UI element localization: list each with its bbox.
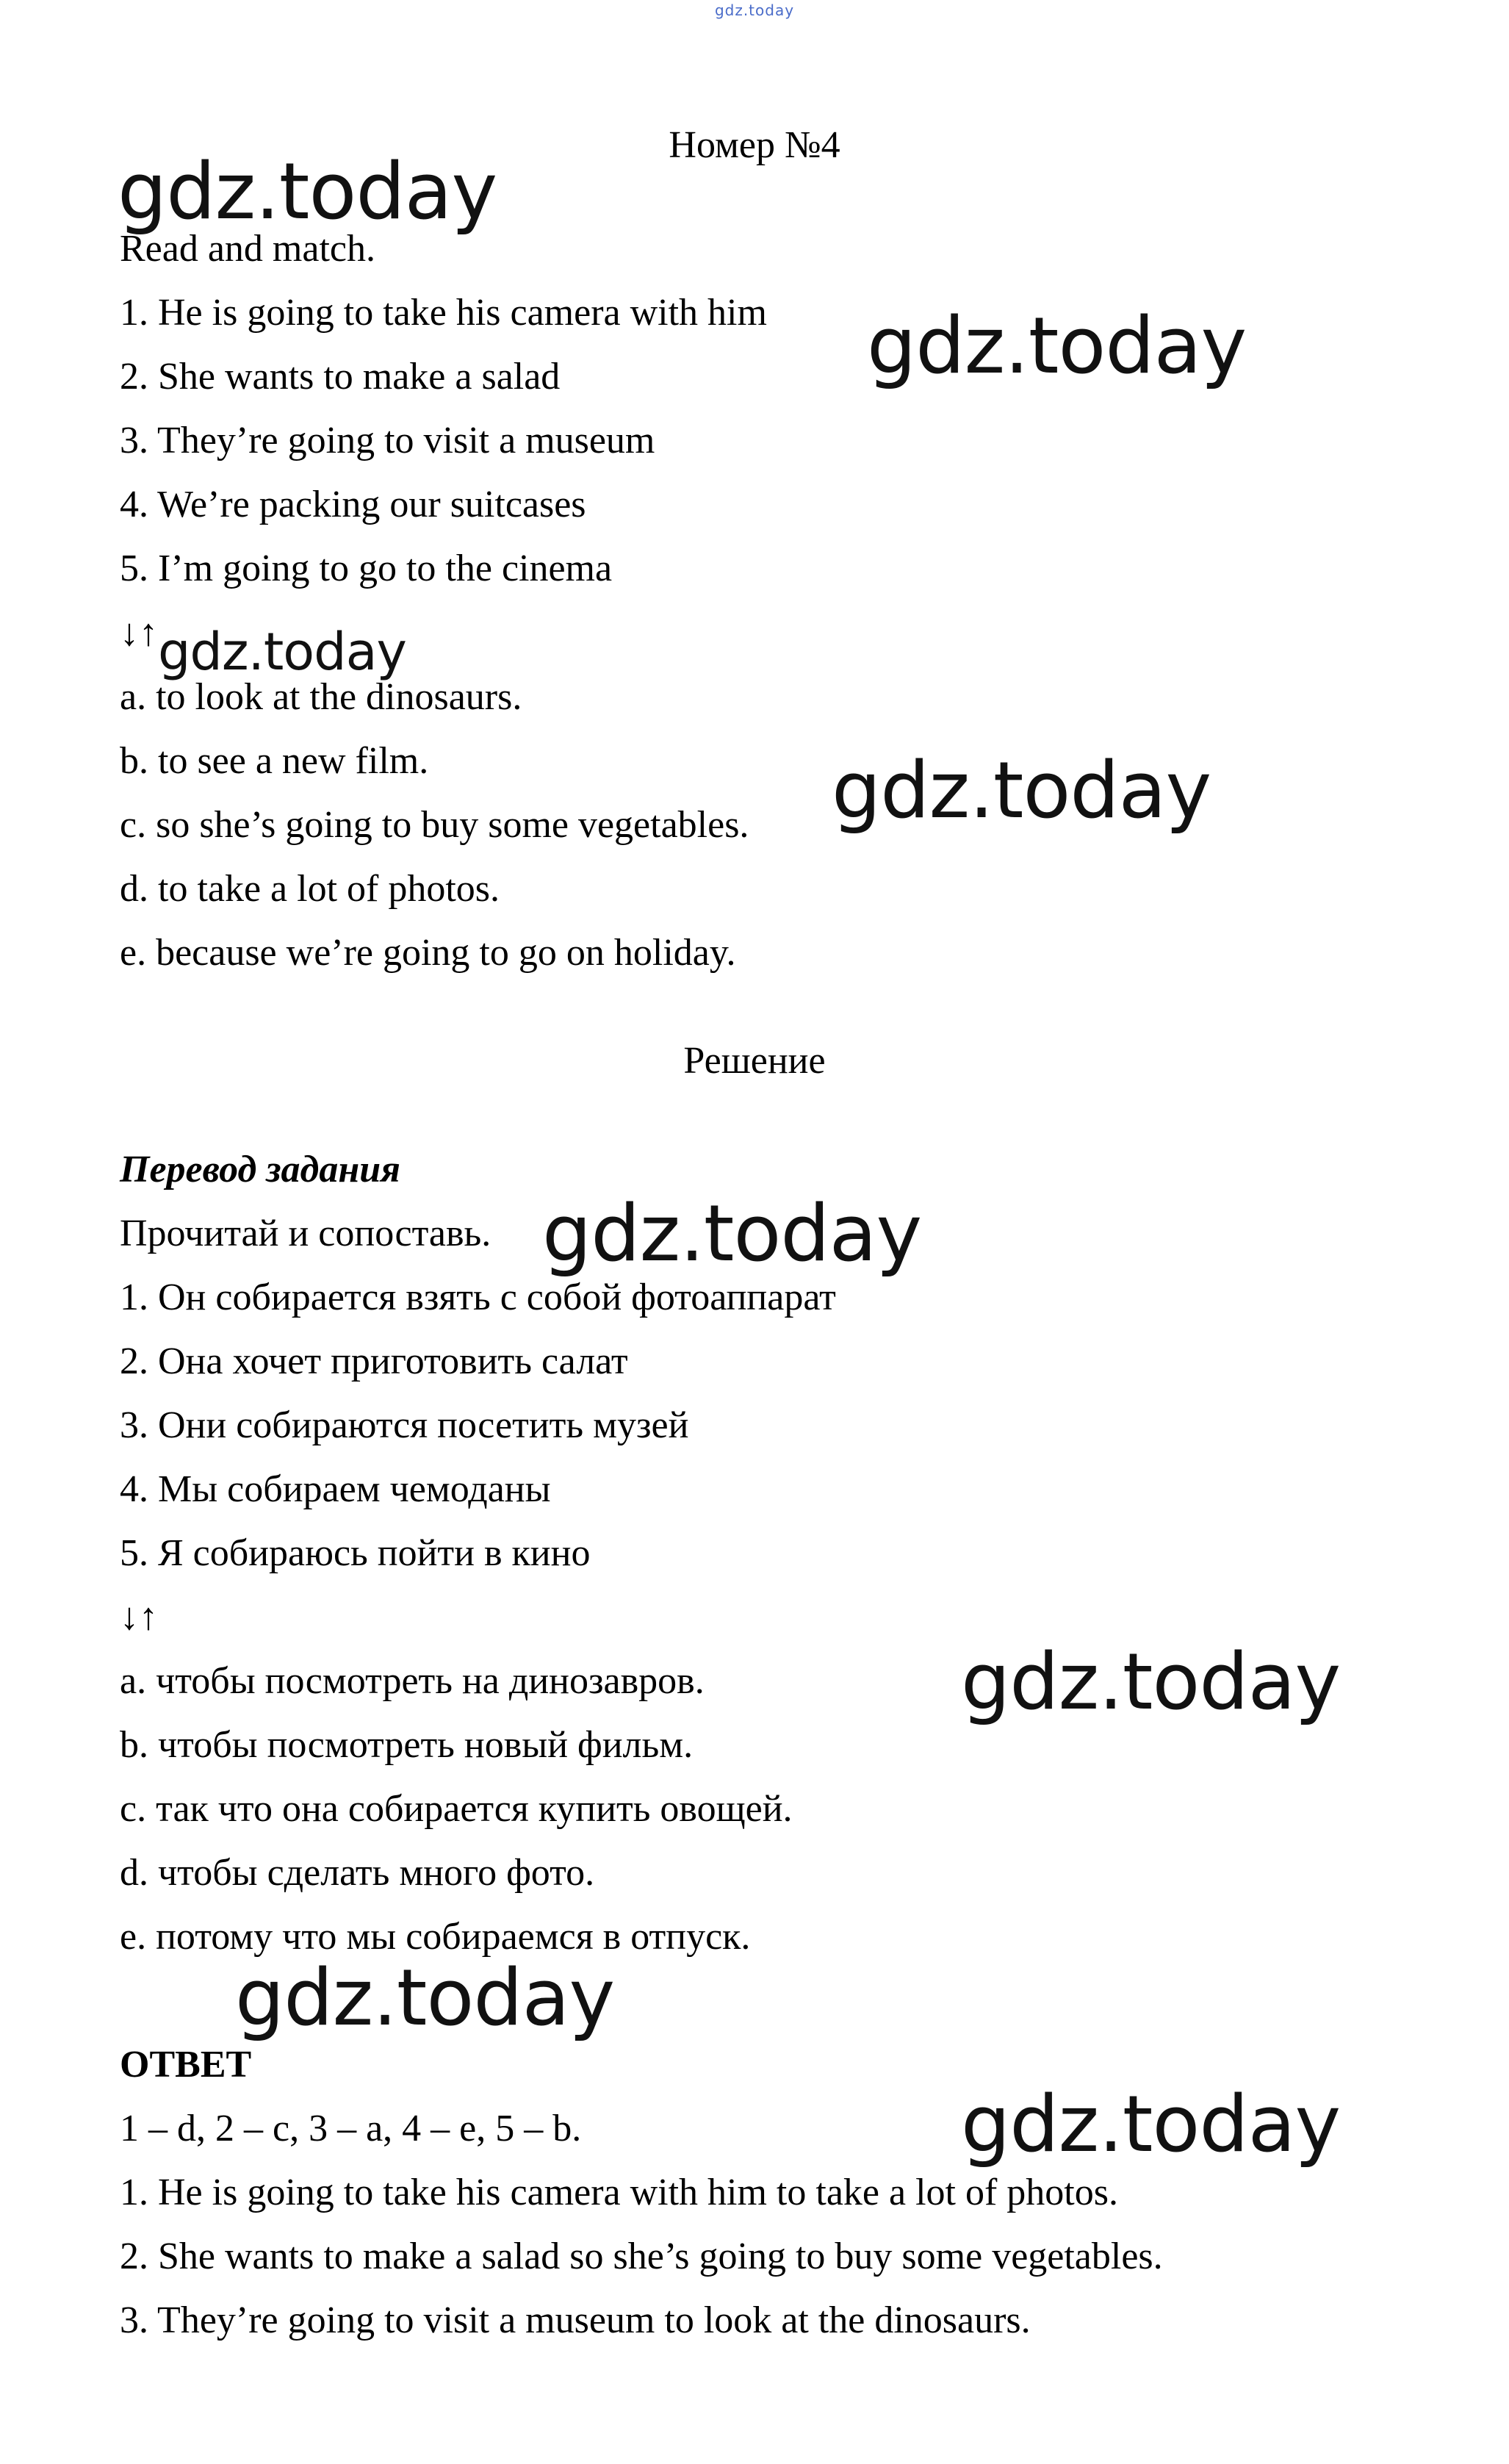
translation-item: 1. Он собирается взять с собой фотоаппарат bbox=[120, 1276, 836, 1318]
translation-option: b. чтобы посмотреть новый фильм. bbox=[120, 1724, 694, 1766]
header-watermark: gdz.today bbox=[714, 1, 795, 19]
translation-item: 4. Мы собираем чемоданы bbox=[120, 1468, 551, 1510]
watermark: gdz.today bbox=[961, 2079, 1341, 2169]
match-arrows-icon: ↓↑ bbox=[120, 1596, 158, 1638]
task-item: 5. I’m going to go to the cinema bbox=[120, 547, 613, 589]
answer-sentence: 1. He is going to take his camera with him to take a lot of photos. bbox=[120, 2172, 1118, 2213]
watermark: gdz.today bbox=[235, 1953, 615, 2043]
translation-option: d. чтобы сделать много фото. bbox=[120, 1852, 595, 1894]
task-item: 3. They’re going to visit a museum bbox=[120, 420, 655, 461]
watermark: gdz.today bbox=[118, 146, 497, 237]
translation-option: a. чтобы посмотреть на динозавров. bbox=[120, 1660, 705, 1702]
answer-sentence: 2. She wants to make a salad so she’s going to buy some vegetables. bbox=[120, 2235, 1163, 2277]
answer-heading: ОТВЕТ bbox=[120, 2044, 252, 2086]
answer-sentence: 3. They’re going to visit a museum to look at the dinosaurs. bbox=[120, 2299, 1031, 2341]
task-item: 2. She wants to make a salad bbox=[120, 356, 561, 398]
answer-key: 1 – d, 2 – c, 3 – a, 4 – e, 5 – b. bbox=[120, 2108, 582, 2149]
task-option: c. so she’s going to buy some vegetables. bbox=[120, 804, 749, 846]
translation-option: e. потому что мы собираемся в отпуск. bbox=[120, 1916, 751, 1958]
translation-instruction: Прочитай и сопоставь. bbox=[120, 1213, 491, 1254]
task-instruction: Read and match. bbox=[120, 228, 375, 270]
watermark: gdz.today bbox=[158, 622, 406, 682]
task-option: b. to see a new film. bbox=[120, 740, 429, 782]
watermark: gdz.today bbox=[832, 745, 1211, 836]
translation-item: 2. Она хочет приготовить салат bbox=[120, 1340, 628, 1382]
watermark: gdz.today bbox=[542, 1188, 922, 1279]
translation-heading: Перевод задания bbox=[120, 1149, 400, 1190]
translation-option: c. так что она собирается купить овощей. bbox=[120, 1788, 793, 1830]
page-title: Номер №4 bbox=[669, 124, 840, 166]
translation-item: 5. Я собираюсь пойти в кино bbox=[120, 1532, 591, 1574]
match-arrows-icon: ↓↑ bbox=[120, 612, 158, 654]
watermark: gdz.today bbox=[961, 1637, 1341, 1727]
solution-heading: Решение bbox=[683, 1040, 826, 1082]
task-item: 1. He is going to take his camera with him bbox=[120, 292, 767, 334]
translation-item: 3. Они собираются посетить музей bbox=[120, 1404, 689, 1446]
watermark: gdz.today bbox=[867, 301, 1247, 391]
task-option: a. to look at the dinosaurs. bbox=[120, 676, 522, 718]
task-item: 4. We’re packing our suitcases bbox=[120, 484, 586, 525]
task-option: d. to take a lot of photos. bbox=[120, 868, 500, 910]
task-option: e. because we’re going to go on holiday. bbox=[120, 932, 736, 974]
